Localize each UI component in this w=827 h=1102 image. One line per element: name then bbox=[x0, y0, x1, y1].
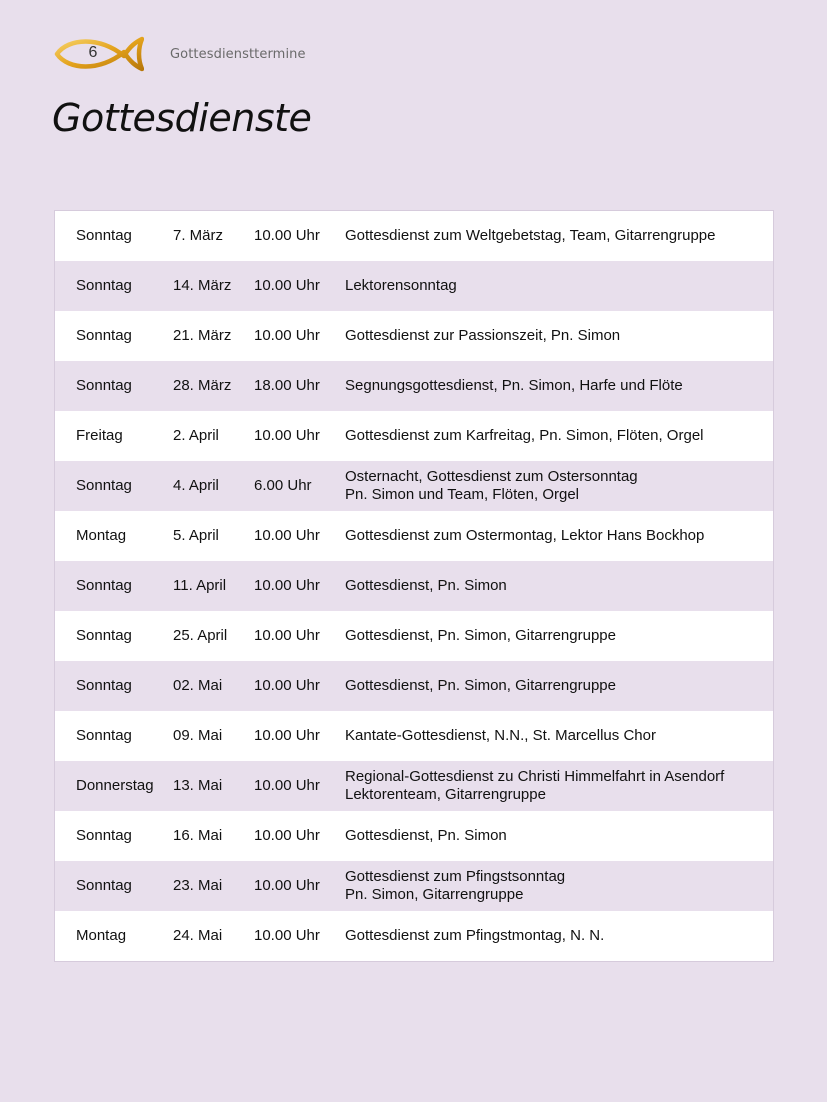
day-cell: Sonntag bbox=[76, 227, 132, 244]
description-cell bbox=[345, 611, 616, 661]
date-cell: 7. März bbox=[173, 227, 224, 244]
description-line: Gottesdienst zur Passionszeit, Pn. Simon bbox=[345, 327, 621, 344]
description-cell bbox=[345, 561, 507, 611]
description-line: Gottesdienst zum Weltgebetstag, Team, Gitarrengruppe bbox=[345, 227, 716, 244]
date-cell: 11. April bbox=[173, 577, 227, 594]
table-row bbox=[55, 511, 773, 561]
description-line: Segnungsgottesdienst, Pn. Simon, Harfe und Flöte bbox=[345, 377, 683, 394]
description-line: Kantate-Gottesdienst, N.N., St. Marcellus Chor bbox=[345, 727, 656, 744]
date-cell: 16. Mai bbox=[173, 827, 223, 844]
service-schedule-table bbox=[54, 210, 774, 962]
table-row bbox=[55, 661, 773, 711]
day-cell: Sonntag bbox=[76, 327, 132, 344]
description-line: Gottesdienst, Pn. Simon bbox=[345, 827, 507, 844]
description-cell bbox=[345, 461, 638, 511]
description-line: Regional-Gottesdienst zu Christi Himmelfahrt in Asendorf bbox=[345, 768, 725, 785]
time-cell: 10.00 Uhr bbox=[254, 827, 320, 844]
date-cell: 02. Mai bbox=[173, 677, 223, 694]
description-line: Gottesdienst zum Ostermontag, Lektor Hans Bockhop bbox=[345, 527, 705, 544]
time-cell: 10.00 Uhr bbox=[254, 777, 320, 794]
table-row bbox=[55, 711, 773, 761]
date-cell: 2. April bbox=[173, 427, 219, 444]
time-cell: 10.00 Uhr bbox=[254, 627, 320, 644]
day-cell: Freitag bbox=[76, 427, 123, 444]
description-line: Gottesdienst, Pn. Simon bbox=[345, 577, 507, 594]
time-cell: 18.00 Uhr bbox=[254, 377, 320, 394]
description-cell bbox=[345, 661, 616, 711]
day-cell: Montag bbox=[76, 527, 127, 544]
date-cell: 4. April bbox=[173, 477, 219, 494]
table-row bbox=[55, 261, 773, 311]
date-cell: 21. März bbox=[173, 327, 232, 344]
time-cell: 10.00 Uhr bbox=[254, 277, 320, 294]
day-cell: Sonntag bbox=[76, 677, 132, 694]
time-cell: 10.00 Uhr bbox=[254, 927, 320, 944]
table-row bbox=[55, 561, 773, 611]
description-cell bbox=[345, 411, 704, 461]
description-line: Lektorenteam, Gitarrengruppe bbox=[345, 786, 546, 803]
day-cell: Donnerstag bbox=[76, 777, 154, 794]
day-cell: Montag bbox=[76, 927, 127, 944]
date-cell: 23. Mai bbox=[173, 877, 223, 894]
date-cell: 14. März bbox=[173, 277, 232, 294]
date-cell: 13. Mai bbox=[173, 777, 223, 794]
date-cell: 28. März bbox=[173, 377, 232, 394]
description-line: Gottesdienst zum Pfingstsonntag bbox=[345, 868, 566, 885]
time-cell: 10.00 Uhr bbox=[254, 877, 320, 894]
day-cell: Sonntag bbox=[76, 627, 132, 644]
day-cell: Sonntag bbox=[76, 477, 132, 494]
page-number: 6 bbox=[88, 44, 98, 61]
description-cell bbox=[345, 911, 604, 961]
description-line: Pn. Simon und Team, Flöten, Orgel bbox=[345, 486, 580, 503]
time-cell: 10.00 Uhr bbox=[254, 327, 320, 344]
description-line: Gottesdienst zum Karfreitag, Pn. Simon, Flöten, Orgel bbox=[345, 427, 704, 444]
table-row bbox=[55, 611, 773, 661]
table-row bbox=[55, 211, 773, 261]
table-row bbox=[55, 861, 773, 911]
date-cell: 24. Mai bbox=[173, 927, 223, 944]
description-cell bbox=[345, 861, 565, 911]
table-row bbox=[55, 361, 773, 411]
table-row bbox=[55, 761, 773, 811]
description-line: Gottesdienst zum Pfingstmontag, N. N. bbox=[345, 927, 605, 944]
day-cell: Sonntag bbox=[76, 877, 132, 894]
page-title: Gottesdienste bbox=[52, 96, 312, 140]
date-cell: 5. April bbox=[173, 527, 219, 544]
description-cell bbox=[345, 361, 683, 411]
time-cell: 10.00 Uhr bbox=[254, 727, 320, 744]
time-cell: 10.00 Uhr bbox=[254, 227, 320, 244]
description-cell bbox=[345, 711, 656, 761]
day-cell: Sonntag bbox=[76, 377, 132, 394]
description-line: Gottesdienst, Pn. Simon, Gitarrengruppe bbox=[345, 627, 616, 644]
page-header bbox=[54, 34, 754, 74]
description-line: Gottesdienst, Pn. Simon, Gitarrengruppe bbox=[345, 677, 616, 694]
day-cell: Sonntag bbox=[76, 277, 132, 294]
time-cell: 10.00 Uhr bbox=[254, 677, 320, 694]
section-label: Gottesdiensttermine bbox=[170, 47, 306, 62]
description-cell bbox=[345, 761, 724, 811]
description-line: Pn. Simon, Gitarrengruppe bbox=[345, 886, 524, 903]
description-line: Osternacht, Gottesdienst zum Ostersonntag bbox=[345, 468, 638, 485]
day-cell: Sonntag bbox=[76, 827, 132, 844]
time-cell: 10.00 Uhr bbox=[254, 427, 320, 444]
table-row bbox=[55, 461, 773, 511]
description-cell bbox=[345, 261, 457, 311]
description-cell bbox=[345, 211, 715, 261]
description-cell bbox=[345, 511, 704, 561]
table-row bbox=[55, 311, 773, 361]
table-row bbox=[55, 811, 773, 861]
day-cell: Sonntag bbox=[76, 727, 132, 744]
table-row bbox=[55, 911, 773, 961]
day-cell: Sonntag bbox=[76, 577, 132, 594]
date-cell: 09. Mai bbox=[173, 727, 223, 744]
description-line: Lektorensonntag bbox=[345, 277, 457, 294]
description-cell bbox=[345, 811, 507, 861]
time-cell: 10.00 Uhr bbox=[254, 577, 320, 594]
time-cell: 6.00 Uhr bbox=[254, 477, 312, 494]
date-cell: 25. April bbox=[173, 627, 228, 644]
table-row bbox=[55, 411, 773, 461]
description-cell bbox=[345, 311, 620, 361]
time-cell: 10.00 Uhr bbox=[254, 527, 320, 544]
